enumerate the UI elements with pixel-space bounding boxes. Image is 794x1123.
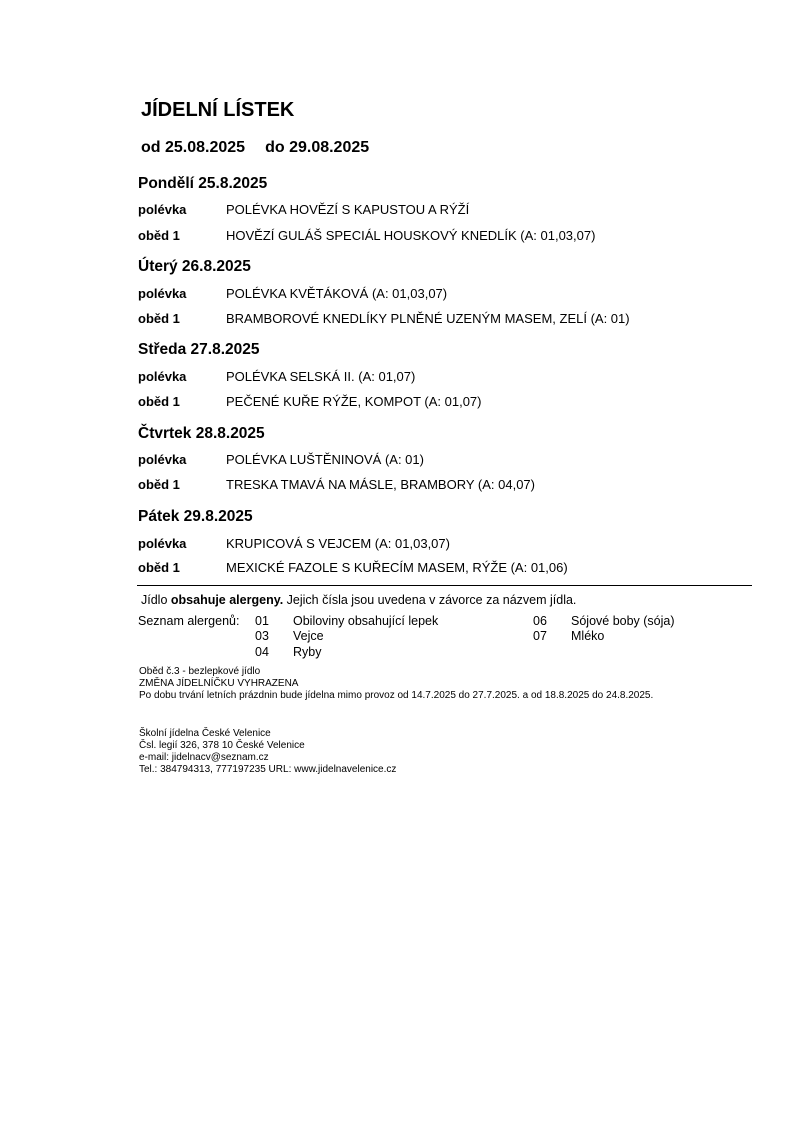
meal-type: polévka — [138, 369, 187, 384]
meal-type: polévka — [138, 536, 187, 551]
page-title: JÍDELNÍ LÍSTEK — [141, 99, 295, 121]
meal-type: polévka — [138, 202, 187, 217]
menu-row — [138, 369, 415, 387]
meal-type: polévka — [138, 452, 187, 467]
menu-row — [138, 477, 535, 495]
day-heading: Čtvrtek 28.8.2025 — [138, 425, 265, 442]
dish-name: MEXICKÉ FAZOLE S KUŘECÍM MASEM, RÝŽE (A: 01,06) — [226, 560, 568, 575]
allergen-code: 03 — [255, 629, 269, 643]
dish-name: POLÉVKA LUŠTĚNINOVÁ (A: 01) — [226, 452, 424, 467]
allergen-note-suffix: Jejich čísla jsou uvedena v závorce za názvem jídla. — [283, 593, 577, 607]
meal-type: polévka — [138, 286, 187, 301]
menu-row — [138, 536, 450, 554]
day-heading: Středa 27.8.2025 — [138, 341, 260, 358]
menu-row — [138, 202, 469, 220]
date-from: od 25.08.2025 — [141, 139, 246, 156]
allergen-name: Mléko — [571, 629, 605, 643]
contact-email: e-mail: jidelnacv@seznam.cz — [139, 752, 269, 763]
date-range — [141, 139, 369, 157]
meal-type: oběd 1 — [138, 560, 180, 575]
allergen-note-bold: obsahuje alergeny. — [170, 593, 284, 607]
menu-row — [138, 228, 595, 246]
meal-type: oběd 1 — [138, 228, 180, 243]
dish-name: POLÉVKA HOVĚZÍ S KAPUSTOU A RÝŽÍ — [226, 202, 470, 217]
dish-name: HOVĚZÍ GULÁŠ SPECIÁL HOUSKOVÝ KNEDLÍK (A: 01,03,07) — [226, 228, 596, 243]
note-gluten-free: Oběd č.3 - bezlepkové jídlo — [139, 666, 261, 677]
contact-name: Školní jídelna České Velenice — [139, 728, 271, 739]
allergen-code: 04 — [255, 645, 269, 659]
note-menu-change: ZMĚNA JÍDELNÍČKU VYHRAZENA — [139, 678, 299, 689]
contact-phone: Tel.: 384794313, 777197235 URL: www.jidelnavelenice.cz — [139, 764, 397, 775]
dish-name: PEČENÉ KUŘE RÝŽE, KOMPOT (A: 01,07) — [226, 394, 482, 409]
allergen-name: Vejce — [293, 629, 324, 643]
menu-row — [138, 560, 568, 578]
allergen-name: Sójové boby (sója) — [571, 614, 675, 628]
allergen-code: 07 — [533, 629, 547, 643]
menu-row — [138, 394, 482, 412]
meal-type: oběd 1 — [138, 311, 180, 326]
allergen-code: 06 — [533, 614, 547, 628]
dish-name: POLÉVKA KVĚTÁKOVÁ (A: 01,03,07) — [226, 286, 448, 301]
meal-type: oběd 1 — [138, 394, 180, 409]
menu-row — [138, 286, 447, 304]
contact-address: Čsl. legií 326, 378 10 České Velenice — [139, 740, 305, 751]
note-holiday-closure: Po dobu trvání letních prázdnin bude jídelna mimo provoz od 14.7.2025 do 27.7.2025. a od 18.8.2025 do 24.8.2025. — [139, 690, 654, 701]
dish-name: POLÉVKA SELSKÁ II. (A: 01,07) — [226, 369, 416, 384]
allergen-note-prefix: Jídlo — [141, 593, 171, 607]
dish-name: TRESKA TMAVÁ NA MÁSLE, BRAMBORY (A: 04,07) — [226, 477, 535, 492]
allergen-code: 01 — [255, 614, 269, 628]
menu-row — [138, 311, 630, 329]
day-heading: Pondělí 25.8.2025 — [138, 175, 268, 192]
meal-type: oběd 1 — [138, 477, 180, 492]
date-to: do 29.08.2025 — [265, 139, 370, 156]
divider — [137, 585, 752, 586]
allergen-name: Obiloviny obsahující lepek — [293, 614, 439, 628]
allergen-name: Ryby — [293, 645, 322, 659]
day-heading: Pátek 29.8.2025 — [138, 508, 253, 525]
dish-name: KRUPICOVÁ S VEJCEM (A: 01,03,07) — [226, 536, 450, 551]
allergen-note — [141, 593, 576, 607]
dish-name: BRAMBOROVÉ KNEDLÍKY PLNĚNÉ UZENÝM MASEM, ZELÍ (A: 01) — [226, 311, 630, 326]
day-heading: Úterý 26.8.2025 — [138, 258, 251, 275]
allergen-list-label: Seznam alergenů: — [138, 614, 240, 628]
menu-row — [138, 452, 424, 470]
